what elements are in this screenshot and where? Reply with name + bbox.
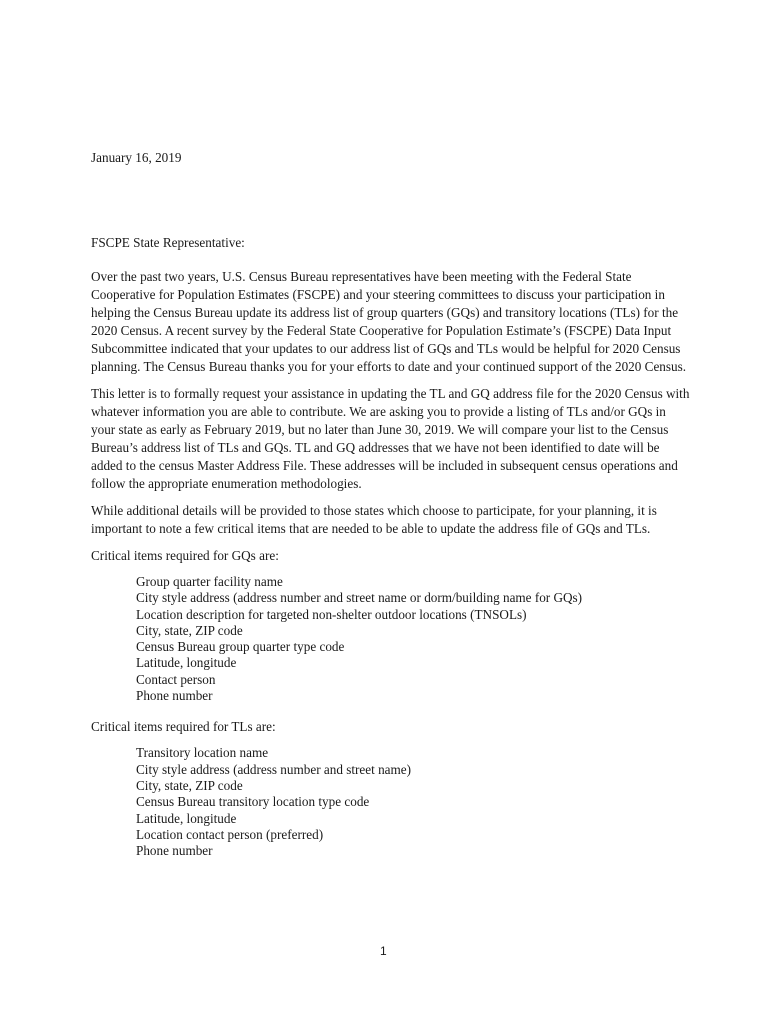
gq-items-list (91, 574, 691, 704)
paragraph-request: This letter is to formally request your assistance in updating the TL and GQ address file for the 2020 Census with whatever information you are able to contribute. We are asking you to provide a listing of TLs and/or GQs in your state as early as February 2019, but no later than June 30, 2019. We will compare your list to the Census Bureau’s address list of TLs and GQs. TL and GQ addresses that we have not been identified to date will be added to the census Master Address File. These addresses will be included in subsequent census operations and follow the appropriate enumeration methodologies. (91, 386, 690, 491)
list-item: City style address (address number and street name) (136, 761, 412, 777)
list-item: Location contact person (preferred) (136, 826, 324, 842)
list-item: Latitude, longitude (136, 655, 237, 671)
list-item: City, state, ZIP code (136, 622, 243, 638)
list-item: City style address (address number and street name or dorm/building name for GQs) (136, 590, 583, 606)
list-item: Phone number (136, 843, 213, 859)
salutation: FSCPE State Representative: (91, 235, 245, 250)
page-number: 1 (380, 944, 387, 958)
list-item: Census Bureau transitory location type code (136, 794, 370, 810)
list-item: City, state, ZIP code (136, 777, 243, 793)
list-item: Location description for targeted non-shelter outdoor locations (TNSOLs) (136, 606, 527, 622)
list-item: Group quarter facility name (136, 574, 283, 589)
paragraph-intro: Over the past two years, U.S. Census Bureau representatives have been meeting with the Federal State Cooperative for Population Estimates (FSCPE) and your steering committees to discuss your participation in helping the Census Bureau update its address list of group quarters (GQs) and transitory locations (TLs) for the 2020 Census. A recent survey by the Federal State Cooperative for Population Estimate’s (FSCPE) Data Input Subcommittee indicated that your updates to our address list of GQs and TLs would be helpful for 2020 Census planning. The Census Bureau thanks you for your efforts to date and your continued support of the 2020 Census. (91, 269, 687, 374)
list-item: Transitory location name (136, 745, 269, 761)
list-item: Contact person (136, 671, 216, 687)
list-item: Phone number (136, 688, 213, 704)
gq-list-heading: Critical items required for GQs are: (91, 548, 279, 563)
letter-date: January 16, 2019 (91, 150, 182, 165)
tl-list-heading: Critical items required for TLs are: (91, 719, 276, 735)
letter-body (91, 268, 691, 873)
list-item: Latitude, longitude (136, 810, 237, 826)
paragraph-details: While additional details will be provided to those states which choose to participate, for your planning, it is important to note a few critical items that are needed to be able to update the address file of GQs and TLs. (91, 503, 657, 536)
tl-items-list (91, 745, 691, 859)
list-item: Census Bureau group quarter type code (136, 639, 345, 655)
